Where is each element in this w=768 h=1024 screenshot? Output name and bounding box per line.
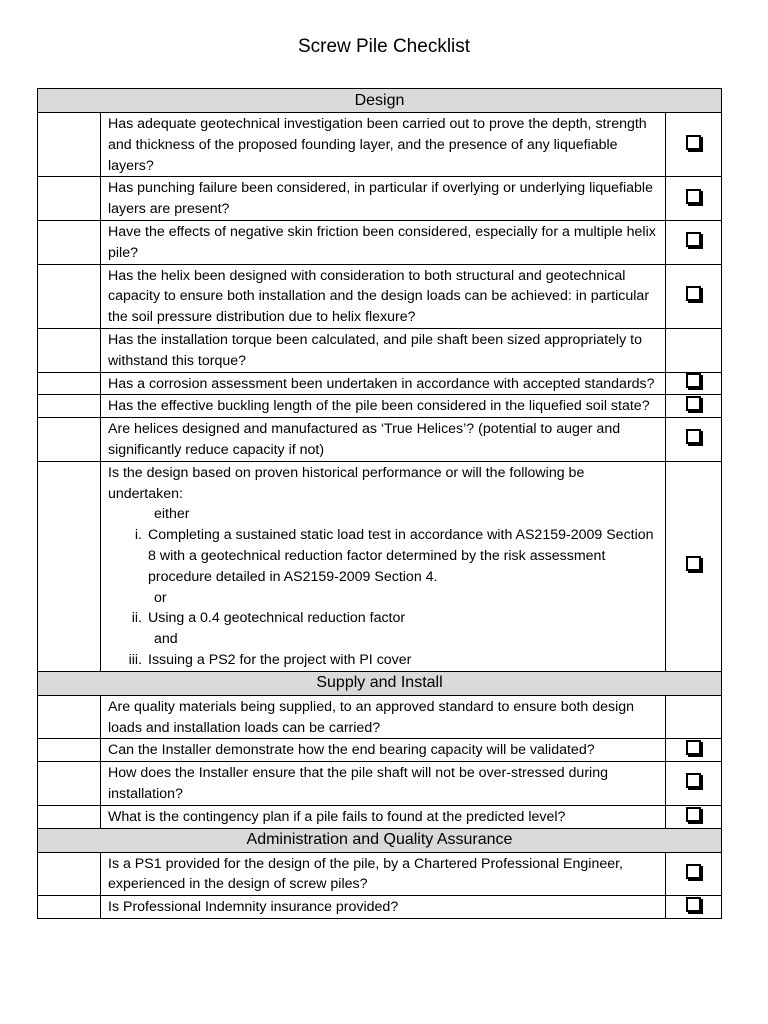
blank-cell: [38, 896, 101, 919]
checkbox-cell[interactable]: [666, 805, 722, 828]
checklist-row: [38, 805, 722, 828]
checkbox-cell[interactable]: [666, 113, 722, 177]
page-title: Screw Pile Checklist: [297, 36, 471, 57]
connector-and: and: [154, 631, 178, 648]
section-heading: Supply and Install: [38, 671, 722, 695]
checkbox-icon[interactable]: [686, 373, 701, 388]
question-text: Is Professional Indemnity insurance provided?: [101, 896, 666, 919]
question-text: Has a corrosion assessment been undertaken in accordance with accepted standards?: [101, 372, 666, 395]
question-text: Is a PS1 provided for the design of the pile, by a Chartered Professional Engineer, experienced in the design of screw piles?: [101, 852, 666, 896]
sub-item: [108, 650, 661, 671]
checklist-row: [38, 328, 722, 372]
checkbox-icon[interactable]: [686, 232, 701, 247]
checkbox-cell: [666, 328, 722, 372]
checkbox-icon[interactable]: [686, 396, 701, 411]
blank-cell: [38, 739, 101, 762]
checkbox-icon[interactable]: [686, 807, 701, 822]
question-text: Has adequate geotechnical investigation been carried out to prove the depth, strength and thickness of the proposed founding layer, and the presence of any liquefiable layers?: [101, 113, 666, 177]
checklist-row: [38, 896, 722, 919]
checkbox-cell[interactable]: [666, 372, 722, 395]
blank-cell: [38, 372, 101, 395]
checklist-row: [38, 372, 722, 395]
sub-item-number: ii.: [131, 610, 142, 627]
question-intro: Is the design based on proven historical performance or will the following be undertaken:: [108, 464, 585, 502]
question-text: Has the installation torque been calculated, and pile shaft been sized appropriately to withstand this torque?: [101, 328, 666, 372]
blank-cell: [38, 762, 101, 806]
checkbox-icon[interactable]: [686, 286, 701, 301]
checkbox-cell[interactable]: [666, 418, 722, 462]
checklist-row: [38, 177, 722, 221]
checklist-row: [38, 762, 722, 806]
checklist-table: [37, 88, 722, 919]
sub-item-number: iii.: [128, 651, 142, 668]
checklist-row: [38, 220, 722, 264]
checklist-row-complex: [38, 461, 722, 671]
sub-item-number: i.: [134, 527, 142, 544]
checkbox-cell[interactable]: [666, 896, 722, 919]
checkbox-cell[interactable]: [666, 739, 722, 762]
checkbox-cell[interactable]: [666, 762, 722, 806]
sub-item-text: Using a 0.4 geotechnical reduction factor: [148, 610, 406, 627]
checkbox-icon[interactable]: [686, 897, 701, 912]
checkbox-cell[interactable]: [666, 395, 722, 418]
question-text: Have the effects of negative skin friction been considered, especially for a multiple helix pile?: [101, 220, 666, 264]
question-text: [101, 461, 666, 671]
section-header-design: [38, 89, 722, 113]
checkbox-icon[interactable]: [686, 189, 701, 204]
checkbox-icon[interactable]: [686, 429, 701, 444]
checkbox-icon[interactable]: [686, 135, 701, 150]
checkbox-icon[interactable]: [686, 864, 701, 879]
question-text: Can the Installer demonstrate how the end bearing capacity will be validated?: [101, 739, 666, 762]
question-text: Are quality materials being supplied, to an approved standard to ensure both design loads and installation loads can be carried?: [101, 695, 666, 739]
sub-item: [108, 608, 661, 629]
question-text: How does the Installer ensure that the pile shaft will not be over-stressed during installation?: [101, 762, 666, 806]
question-text: Has the helix been designed with consideration to both structural and geotechnical capacity to ensure both installation and the design loads can be achieved: in particular the soil pressure distribution due to helix flexure?: [101, 264, 666, 328]
connector-or: or: [154, 589, 167, 606]
section-heading: Administration and Quality Assurance: [38, 828, 722, 852]
section-header-supply: [38, 671, 722, 695]
sub-item: [108, 525, 661, 587]
checkbox-icon[interactable]: [686, 740, 701, 755]
checkbox-cell[interactable]: [666, 177, 722, 221]
question-text: Has punching failure been considered, in particular if overlying or underlying liquefiable layers are present?: [101, 177, 666, 221]
checkbox-cell[interactable]: [666, 264, 722, 328]
question-text: What is the contingency plan if a pile fails to found at the predicted level?: [101, 805, 666, 828]
checklist-row: [38, 418, 722, 462]
checkbox-cell: [666, 695, 722, 739]
checklist-row: [38, 113, 722, 177]
section-heading: Design: [38, 89, 722, 113]
checkbox-icon[interactable]: [686, 773, 701, 788]
checklist-row: [38, 852, 722, 896]
checklist-row: [38, 695, 722, 739]
checkbox-cell[interactable]: [666, 220, 722, 264]
blank-cell: [38, 418, 101, 462]
blank-cell: [38, 395, 101, 418]
sub-item-text: Completing a sustained static load test in accordance with AS2159-2009 Section 8 with a geotechnical reduction factor determined by the risk assessment procedure detailed in AS2159-2009 Section 4.: [148, 527, 654, 585]
question-text: Has the effective buckling length of the pile been considered in the liquefied soil state?: [101, 395, 666, 418]
checklist-row: [38, 264, 722, 328]
blank-cell: [38, 461, 101, 671]
section-header-admin: [38, 828, 722, 852]
sub-item-text: Issuing a PS2 for the project with PI cover: [148, 651, 412, 668]
checkbox-cell[interactable]: [666, 852, 722, 896]
blank-cell: [38, 852, 101, 896]
blank-cell: [38, 220, 101, 264]
blank-cell: [38, 695, 101, 739]
checklist-row: [38, 395, 722, 418]
blank-cell: [38, 177, 101, 221]
blank-cell: [38, 113, 101, 177]
checklist-row: [38, 739, 722, 762]
checkbox-cell[interactable]: [666, 461, 722, 671]
blank-cell: [38, 264, 101, 328]
connector-either: either: [154, 506, 190, 523]
blank-cell: [38, 805, 101, 828]
checkbox-icon[interactable]: [686, 556, 701, 571]
blank-cell: [38, 328, 101, 372]
question-text: Are helices designed and manufactured as ‘True Helices’? (potential to auger and significantly reduce capacity if not): [101, 418, 666, 462]
